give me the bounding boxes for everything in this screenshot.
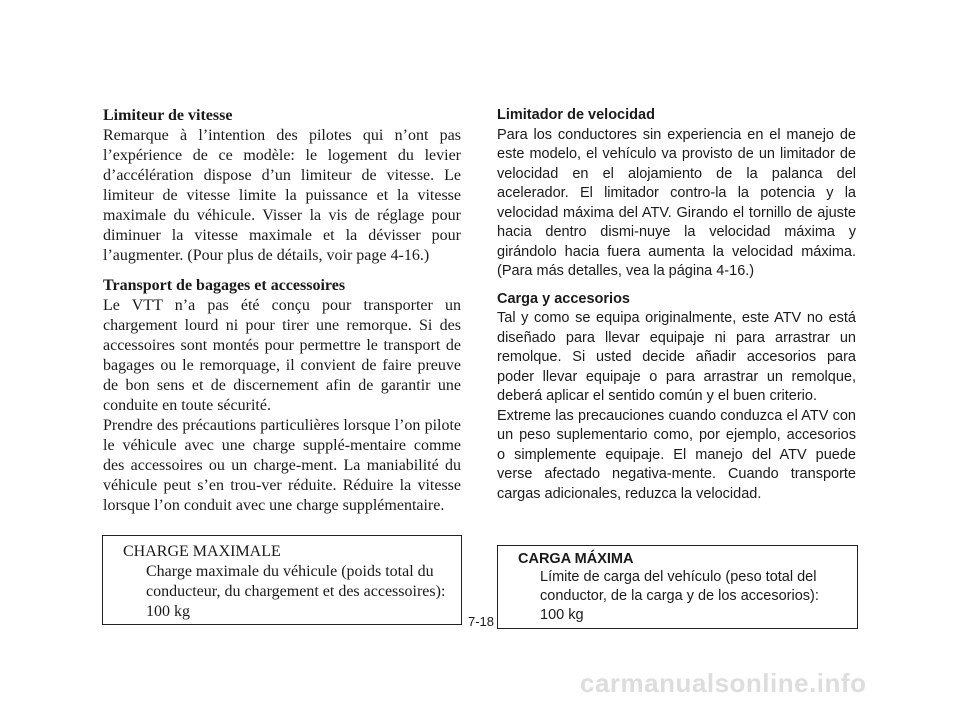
max-load-title-es: CARGA MÁXIMA xyxy=(518,551,634,567)
cargo-heading-fr: Transport de bagages et accessoires xyxy=(103,277,346,294)
max-load-box-fr xyxy=(102,535,462,625)
cargo-heading-es: Carga y accesorios xyxy=(497,290,630,307)
spanish-column xyxy=(497,106,856,504)
french-column xyxy=(103,106,461,516)
speed-limiter-heading-es: Limitador de velocidad xyxy=(497,107,655,123)
speed-limiter-text-es: Para los conductores sin experiencia en el manejo de este modelo, el vehículo va provisto de un limitador de velocidad en el alojamiento de la palanca del acelerador. El limitador contro-la la potencia y la velocidad máxima del ATV. Girando el tornillo de ajuste hacia dentro dismi-nuye la velocidad máxima y girándolo hacia fuera aumenta la velocidad máxima. (Para más detalles, vea la página 4-16.) xyxy=(497,126,856,279)
speed-limiter-heading-fr: Limiteur de vitesse xyxy=(103,107,233,124)
max-load-text-es: Límite de carga del vehículo (peso total del conductor, de la carga y de los accesorios): 100 kg xyxy=(540,569,819,623)
cargo-caution-text-fr: Prendre des précautions particulières lorsque l’on pilote le véhicule avec une charge supplé-mentaire comme des accessoires ou un charge-ment. La maniabilité du véhicule peut s’en trou-ver réduite. Réduire la vitesse lorsque l’on conduit avec une charge supplémentaire. xyxy=(103,417,461,514)
max-load-box-es xyxy=(497,545,858,629)
cargo-text-es: Tal y como se equipa originalmente, este ATV no está diseñado para llevar equipaje ni para arrastrar un remolque. Si usted decide añadir accesorios para poder llevar equipaje o para arrastrar un remolque, deberá aplicar el sentido común y el buen criterio. xyxy=(497,310,856,404)
max-load-title-fr: CHARGE MAXIMALE xyxy=(123,543,281,560)
watermark: carmanualsonline.info xyxy=(580,668,867,698)
speed-limiter-text-fr: Remarque à l’intention des pilotes qui n’ont pas l’expérience de ce modèle: le logement du levier d’accélération dispose d’un limiteur de vitesse. Le limiteur de vitesse limite la puissance et la vitesse maximale du véhicule. Visser la vis de réglage pour diminuer la vitesse maximale et la dévisser pour l’augmenter. (Pour plus de détails, voir page 4-16.) xyxy=(103,127,461,264)
page-number: 7-18 xyxy=(468,614,495,629)
cargo-text-fr: Le VTT n’a pas été conçu pour transporter un chargement lourd ni pour tirer une remorque. Si des accessoires sont montés pour permettre le transport de bagages ou le remorquage, il convient de faire preuve de bon sens et de discernement afin de garantir une conduite en toute sécurité. xyxy=(103,297,461,414)
cargo-caution-text-es: Extreme las precauciones cuando conduzca el ATV con un peso suplementario como, por ejemplo, accesorios o simplemente equipaje. El manejo del ATV puede verse afectado negativa-mente. Cuando transporte cargas adicionales, reduzca la velocidad. xyxy=(497,407,856,502)
max-load-text-fr: Charge maximale du véhicule (poids total du conducteur, du chargement et des accessoires): 100 kg xyxy=(146,563,446,620)
